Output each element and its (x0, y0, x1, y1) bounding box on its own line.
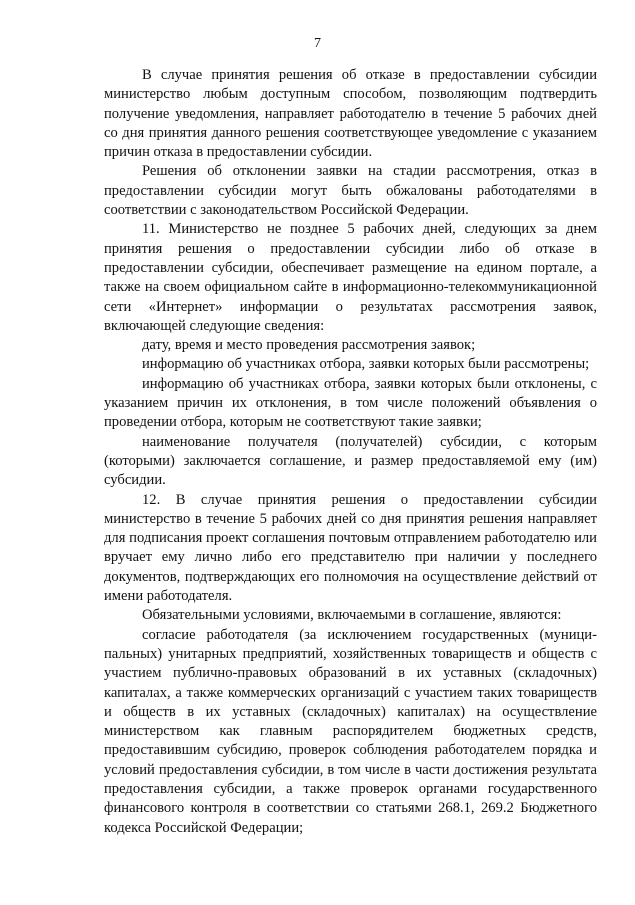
paragraph-recipient-name: наименование получателя (получателей) субсидии, с которым (которыми) заключается соглашение, и размер предоставляемой ему (им) субсидии. (104, 433, 597, 489)
paragraph-mandatory-conditions: Обязательными условиями, включаемыми в соглашение, являются: (142, 607, 562, 624)
page-number: 7 (314, 36, 321, 51)
paragraph-refusal-notice: В случае принятия решения об отказе в предоставлении субсидии министерство любым доступным способом, позволяющим подтвердить получение уведомления, направляет работодателю в течение 5 рабочих дней со дня принятия данного решения соответствующее уведомление с указанием причин отказа в предоставлении субсидии. (104, 67, 597, 161)
paragraph-rejected-participants: информацию об участниках отбора, заявки которых были отклонены, с указанием причин их отклонения, в том числе положений объявления о проведении отбора, которым не соответствуют такие заявки; (104, 375, 597, 431)
paragraph-reviewed-participants: информацию об участниках отбора, заявки которых были рассмотрены; (142, 356, 590, 373)
paragraph-appeal: Решения об отклонении заявки на стадии рассмотрения, отказ в предоставлении субсидии могут быть обжалованы работодателями в соответствии с законодательством Российской Федерации. (104, 163, 597, 219)
document-body (104, 66, 597, 838)
paragraph-item-11: 11. Министерство не позднее 5 рабочих дней, следующих за днем принятия решения о предоставлении субсидии либо об отказе в предоставлении субсидии, обеспечивает размещение на едином портале, а также на своем официальном сайте в информационно-телекоммуникационной сети «Интернет» информации о результатах рассмотрения заявок, включающей следующие сведения: (104, 221, 597, 334)
paragraph-item-12: 12. В случае принятия решения о предоставлении субсидии министерство в течение 5 рабочих дней со дня принятия решения направляет для подписания проект соглашения почтовым отправлением работодателю или вручает ему лично либо его представителю при наличии у последнего документов, подтверждающих его полномочия на осуществление действий от имени работодателя. (104, 491, 597, 605)
paragraph-employer-consent: согласие работодателя (за исключением государственных (муниципальных) унитарных предприятий, хозяйственных товариществ и обществ с участием публично-правовых образований в их уставных (складочных) капиталах, а также коммерческих организаций с участием таких товариществ и обществ в их уставных (складочных) капиталах) на осуществление министерством как главным распорядителем бюджетных средств, предоставившим субсидию, проверок соблюдения работодателем порядка и условий предоставления субсидии, в том числе в части достижения результата предоставления субсидии, а также проверок органами государственного финансового контроля в соответствии со статьями 268.1, 269.2 Бюджетного кодекса Российской Федерации; (104, 626, 597, 836)
paragraph-review-date: дату, время и место проведения рассмотрения заявок; (142, 337, 476, 354)
